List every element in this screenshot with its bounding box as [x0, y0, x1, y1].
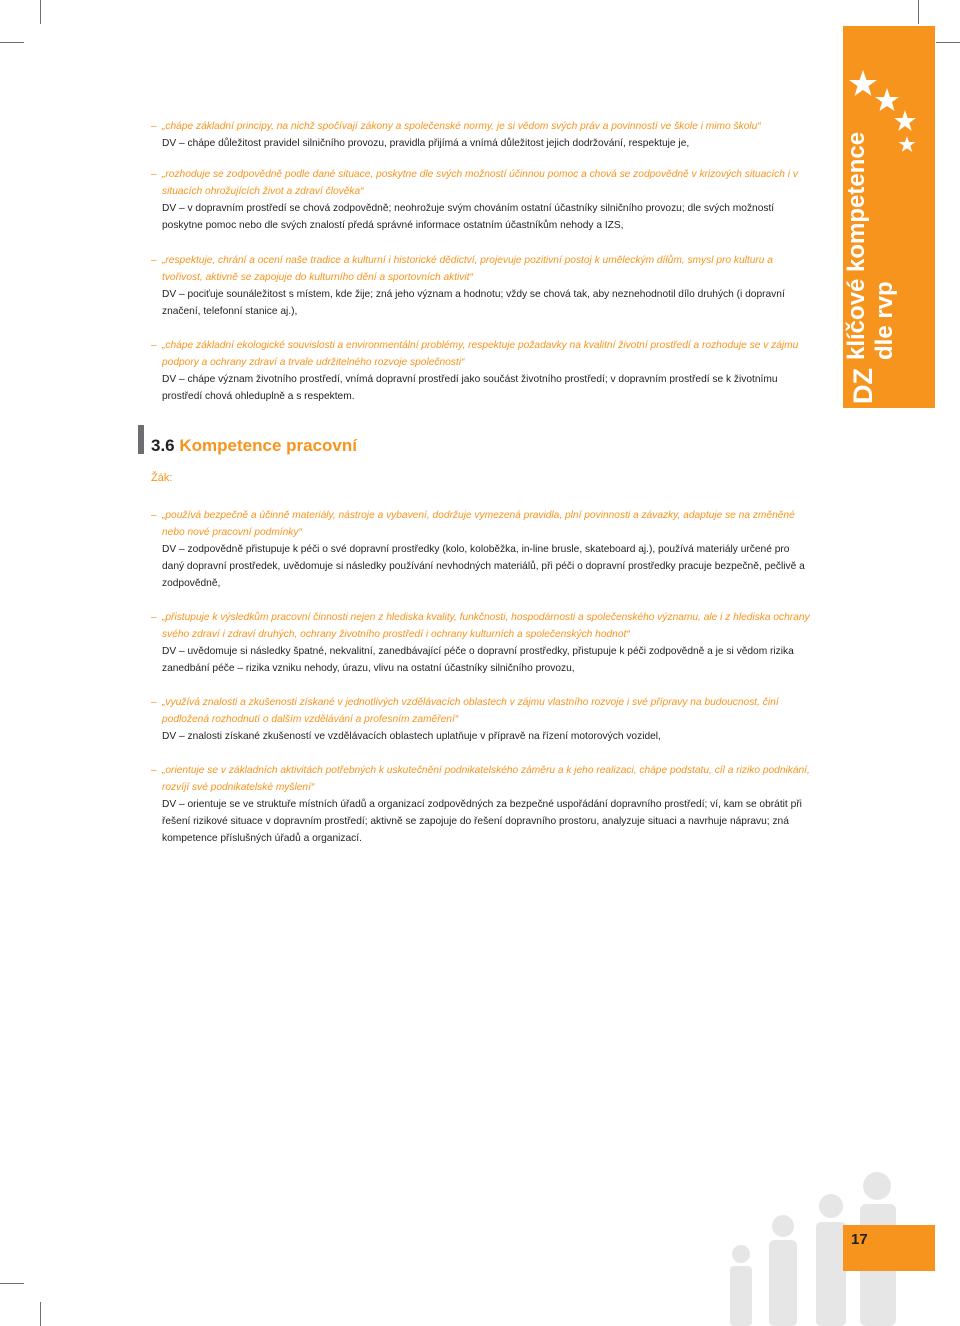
item-goal: „chápe základní principy, na nichž spočívají zákony a společenské normy, je si vědom svých práv a povinností ve škole i mimo školu“ [162, 121, 761, 132]
item-dv: DV – chápe význam životního prostředí, vnímá dopravní prostředí jako součást životního prostředí; v dopravním prostředí se k životnímu prostředí chová ohleduplně a s respektem. [162, 374, 778, 402]
item-dv: DV – orientuje se ve struktuře místních úřadů a organizací zodpovědných za bezpečné uspořádání dopravního prostředí; ví, kam se obrátit při řešení rizikové situace v dopravním prostředí; aktivně se zapojuje do řešení dopravního prostoru, analyzuje situaci a navrhuje nápravu; zná kompetence příslušných úřadů a organizací. [162, 799, 802, 844]
list-dash: – [151, 765, 157, 776]
pupil-label: Žák: [151, 472, 173, 484]
heading-bar [138, 425, 144, 454]
list-dash: – [151, 121, 157, 132]
section-title: Kompetence pracovní [179, 436, 357, 455]
sidebar-line1: klíčové kompetence [843, 131, 870, 360]
competence-item [151, 118, 811, 152]
item-goal: „chápe základní ekologické souvislosti a environmentální problémy, respektuje požadavky na kvalitní životní prostředí a rozhoduje se v zájmu podpory a ochrany zdraví a trvale udržitelného rozvoje společnosti“ [162, 340, 799, 368]
list-dash: – [151, 510, 157, 521]
sidebar-line2: dle rvp [871, 281, 898, 360]
page-number-box [843, 1225, 935, 1271]
crop-mark [936, 42, 960, 43]
item-goal: „orientuje se v základních aktivitách potřebných k uskutečnění podnikatelského záměru a k jeho realizaci, chápe podstatu, cíl a riziko podnikání, rozvíjí své podnikatelské myšlení“ [162, 765, 810, 793]
item-goal: „využívá znalosti a zkušenosti získané v jednotlivých vzdělávacích oblastech v zájmu vlastního rozvoje i své přípravy na budoucnost, činí podložená rozhodnutí o dalším vzdělávání a profesním zaměření“ [162, 697, 779, 725]
crop-mark [40, 0, 41, 24]
crop-mark [0, 1283, 24, 1284]
crop-mark [0, 42, 24, 43]
competence-item [151, 609, 811, 677]
competence-item [151, 694, 811, 745]
section-number: 3.6 [151, 436, 175, 455]
competence-item [151, 252, 811, 320]
item-dv: DV – zodpovědně přistupuje k péči o své dopravní prostředky (kolo, koloběžka, in-line brusle, skateboard aj.), používá materiály určené pro daný dopravní prostředek, uvědomuje si následky používání nevhodných materiálů, při péči o dopravní prostředky pracuje bezpečně, pečlivě a zodpovědně, [162, 544, 805, 589]
item-goal: „rozhoduje se zodpovědně podle dané situace, poskytne dle svých možností účinnou pomoc a chová se zodpovědně v krizových situacích i v situacích ohrožujících život a zdraví člověka“ [162, 169, 798, 197]
item-dv: DV – v dopravním prostředí se chová zodpovědně; neohrožuje svým chováním ostatní účastníky silničního provozu; dle svých možností poskytne pomoc nebo dle svých znalostí předá správné informace ostatním účastníkům nehody a IZS, [162, 203, 775, 231]
star-icon [843, 62, 935, 162]
item-dv: DV – chápe důležitost pravidel silničního provozu, pravidla přijímá a vnímá důležitost jejich dodržování, respektuje je, [162, 138, 690, 149]
competence-item [151, 166, 811, 234]
item-dv: DV – pociťuje sounáležitost s místem, kde žije; zná jeho význam a hodnotu; vždy se chová tak, aby neznehodnotil dílo druhých (i dopravní značení, telefonní stanice aj.), [162, 289, 785, 317]
item-dv: DV – znalosti získané zkušeností ve vzdělávacích oblastech uplatňuje v přípravě na řízení motorových vozidel, [162, 731, 661, 742]
list-dash: – [151, 169, 157, 180]
competence-item [151, 762, 811, 847]
competence-item [151, 337, 811, 405]
crop-mark [918, 0, 919, 24]
list-dash: – [151, 340, 157, 351]
item-goal: „používá bezpečně a účinně materiály, nástroje a vybavení, dodržuje vymezená pravidla, plní povinnosti a závazky, adaptuje se na změněné nebo nové pracovní podmínky“ [162, 510, 795, 538]
list-dash: – [151, 255, 157, 266]
list-dash: – [151, 612, 157, 623]
crop-mark [40, 1302, 41, 1326]
page-number: 17 [851, 1231, 868, 1248]
list-dash: – [151, 697, 157, 708]
item-goal: „přistupuje k výsledkům pracovní činnosti nejen z hlediska kvality, funkčnosti, hospodárnosti a společenského významu, ale i z hlediska ochrany svého zdraví i zdraví druhých, ochrany životního prostředí i ochrany kulturních a společenských hodnot“ [162, 612, 810, 640]
competence-item [151, 507, 811, 592]
section-heading [151, 434, 357, 458]
item-goal: „respektuje, chrání a ocení naše tradice a kulturní i historické dědictví, projevuje pozitivní postoj k uměleckým dílům, smysl pro kulturu a tvořivost, aktivně se zapojuje do kulturního dění a sportovních aktivit“ [162, 255, 773, 283]
item-dv: DV – uvědomuje si následky špatné, nekvalitní, zanedbávající péče o dopravní prostředky, přistupuje k péči zodpovědně a je si vědom rizika zanedbání péče – rizika vzniku nehody, úrazu, vlivu na ostatní účastníky silničního provozu, [162, 646, 794, 674]
sidebar-code: DZ [848, 368, 878, 404]
